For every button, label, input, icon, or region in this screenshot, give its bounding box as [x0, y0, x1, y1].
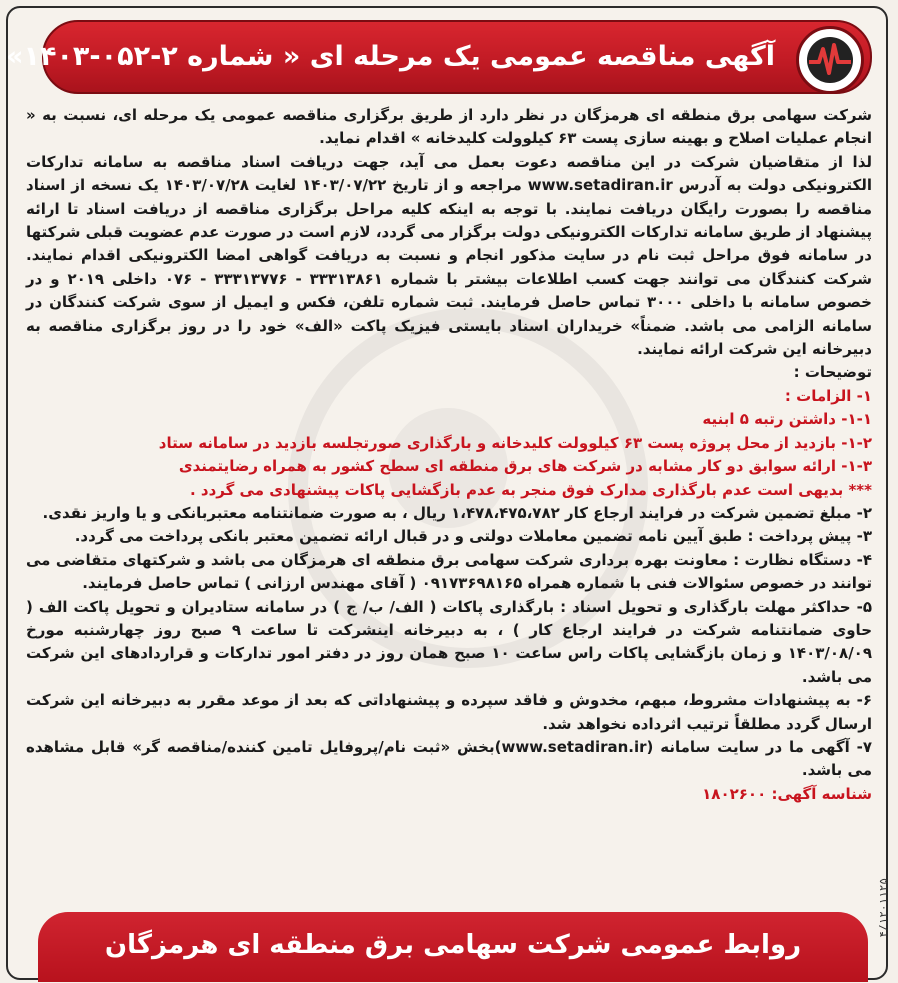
list-item: ۵- حداکثر مهلت بارگذاری و تحویل اسناد : بارگذاری پاکات ( الف/ ب/ ج ) در سامانه ستادیران و تحویل پاکت الف ( حاوی ضمانتنامه شرکت در فرایند ارجاع کار ) ، به دبیرخانه اینشرکت تا ساعت ۹ صبح روز چهارشنبه مورخ ۱۴۰۳/۰۸/۰۹ و زمان بازگشایی پاکات راس ساعت ۱۰ صبح همان روز در دفتر امور تدارکات و قراردادهای این شرکت می باشد.	[26, 597, 872, 686]
header-title: آگهی مناقصه عمومی یک مرحله ای « شماره ۲-۰۵۲-۱۴۰۳»	[6, 41, 775, 72]
header-banner	[6, 20, 872, 94]
requirements-title: ۱- الزامات :	[784, 386, 872, 405]
notes-title: توضیحات :	[793, 363, 872, 382]
footer-banner	[38, 912, 868, 982]
side-code: ۴/۱۲۰۱۱۲۵	[877, 878, 890, 938]
list-item: ۷- آگهی ما در سایت سامانه (www.setadiran.ir)بخش «ثبت نام/پروفایل تامین کننده/مناقصه گر» قابل مشاهده می باشد.	[26, 737, 872, 780]
footer-title: روابط عمومی شرکت سهامی برق منطقه ای هرمزگان	[104, 930, 802, 960]
advertisement-body	[26, 104, 872, 806]
list-item: ۲- مبلغ تضمین شرکت در فرایند ارجاع کار ۱،۴۷۸،۴۷۵،۷۸۲ ریال ، به صورت ضمانتنامه معتبربانکی و یا واریز نقدی.	[42, 503, 872, 522]
details-paragraph: لذا از متقاضیان شرکت در این مناقصه دعوت بعمل می آید، جهت دریافت اسناد مناقصه به سامانه تدارکات الکترونیکی دولت به آدرس www.setadiran.ir مراجعه و از تاریخ ۱۴۰۳/۰۷/۲۲ لغایت ۱۴۰۳/۰۷/۲۸ یک نسخه از اسناد مناقصه را بصورت رایگان دریافت نمایند. با توجه به اینکه کلیه مراحل برگزاری مناقصه از دریافت اسناد تا ارائه پیشنهاد از طریق سامانه تدارکات الکترونیکی دولت برگزار می گردد، لازم است در صورت عدم عضویت قبلی شرکتها در سامانه فوق مراحل ثبت نام در سایت مذکور انجام و نسبت به دریافت گواهی امضا الکترونیکی اقدام نمایند. شرکت کنندگان می توانند جهت کسب اطلاعات بیشتر با شماره ۳۳۳۱۳۸۶۱ - ۳۳۳۱۳۷۷۶ - ۰۷۶ داخلی ۲۰۱۹ و در خصوص سامانه با داخلی ۳۰۰۰ تماس حاصل فرمایند. ثبت شماره تلفن، فکس و ایمیل از سوی شرکت کنندگان در سامانه الزامی می باشد. ضمناً» خریداران اسناد بایستی فیزیک پاکت «الف» خود را در روز برگزاری مناقصه به دبیرخانه این شرکت ارائه نمایند.	[25, 152, 873, 359]
list-item: ۴- دستگاه نظارت : معاونت بهره برداری شرکت سهامی برق منطقه ای هرمزگان می باشد و شرکتهای متقاضی می توانند در خصوص سئوالات فنی با شماره همراه ۰۹۱۷۳۶۹۸۱۶۵ ( آقای مهندس ارزانی ) تماس حاصل فرمایند.	[26, 550, 872, 593]
ad-id: شناسه آگهی: ۱۸۰۲۶۰۰	[702, 784, 872, 803]
requirement-note: *** بدیهی است عدم بارگذاری مدارک فوق منجر به عدم بازگشایی پاکات پیشنهادی می گردد .	[189, 480, 872, 499]
intro-paragraph: شرکت سهامی برق منطقه ای هرمزگان در نظر دارد از طریق برگزاری مناقصه عمومی یک مرحله ای، نسبت به « انجام عملیات اصلاح و بهینه سازی پست ۶۳ کیلوولت کلیدخانه » اقدام نماید.	[26, 106, 872, 148]
advertisement-frame	[6, 6, 888, 980]
list-item: ۳- پیش پرداخت : طبق آیین نامه تضمین معاملات دولتی و در قبال ارائه تضمین معتبر بانکی پرداخت می گردد.	[74, 527, 872, 546]
requirement-item: ۱-۲- بازدید از محل پروژه پست ۶۳ کیلوولت کلیدخانه و بارگذاری صورتجلسه بازدید در سامانه ستاد	[158, 433, 872, 452]
requirement-item: ۱-۳- ارائه سوابق دو کار مشابه در شرکت های برق منطقه ای سطح کشور به همراه رضایتمندی	[178, 457, 872, 476]
list-item: ۶- به پیشنهادات مشروط، مبهم، مخدوش و فاقد سپرده و پیشنهاداتی که بعد از موعد مقرر به دبیرخانه این شرکت ارسال گردد مطلقاً ترتیب اثرداده نخواهد شد.	[26, 691, 872, 733]
requirement-item: ۱-۱- داشتن رتبه ۵ ابنیه	[702, 410, 872, 429]
electric-company-logo-icon	[796, 26, 864, 94]
